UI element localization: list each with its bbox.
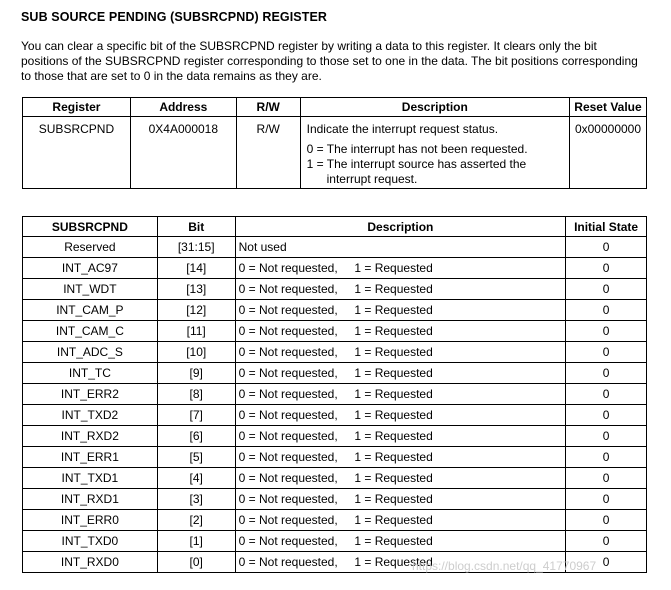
col-description: Description — [300, 98, 569, 117]
table-row — [23, 363, 647, 384]
register-name: SUBSRCPND — [23, 117, 131, 189]
bit-name: INT_ADC_S — [23, 342, 158, 363]
bit-name: INT_RXD1 — [23, 489, 158, 510]
table-row — [23, 489, 647, 510]
table-row — [23, 279, 647, 300]
bit-position: [13] — [157, 279, 235, 300]
table-row — [23, 531, 647, 552]
table-row — [23, 447, 647, 468]
bit-initial-state: 0 — [566, 342, 647, 363]
col-subsrcpnd: SUBSRCPND — [23, 217, 158, 237]
col-address: Address — [130, 98, 236, 117]
register-table-header — [23, 98, 647, 117]
bit-initial-state: 0 — [566, 552, 647, 573]
bit-initial-state: 0 — [566, 489, 647, 510]
bit-position: [31:15] — [157, 237, 235, 258]
bit-position: [7] — [157, 405, 235, 426]
bit-position: [9] — [157, 363, 235, 384]
bit-name: INT_WDT — [23, 279, 158, 300]
bit-initial-state: 0 — [566, 468, 647, 489]
col-initial-state: Initial State — [566, 217, 647, 237]
bit-position: [14] — [157, 258, 235, 279]
table-row — [23, 237, 647, 258]
bit-name: INT_ERR2 — [23, 384, 158, 405]
desc-line-4: interrupt request. — [326, 172, 418, 186]
bit-description: 0 = Not requested, 1 = Requested — [235, 405, 566, 426]
bit-description: 0 = Not requested, 1 = Requested — [235, 489, 566, 510]
bit-initial-state: 0 — [566, 279, 647, 300]
register-table — [22, 97, 647, 189]
bit-name: INT_TXD1 — [23, 468, 158, 489]
table-row — [23, 468, 647, 489]
bit-name: INT_CAM_C — [23, 321, 158, 342]
bit-name: INT_RXD0 — [23, 552, 158, 573]
bit-description: 0 = Not requested, 1 = Requested — [235, 363, 566, 384]
bit-description: 0 = Not requested, 1 = Requested — [235, 447, 566, 468]
register-row — [23, 117, 647, 189]
table-row — [23, 300, 647, 321]
register-address: 0X4A000018 — [130, 117, 236, 189]
col-bit: Bit — [157, 217, 235, 237]
bit-initial-state: 0 — [566, 300, 647, 321]
page-title: SUB SOURCE PENDING (SUBSRCPND) REGISTER — [21, 10, 328, 24]
bit-position: [0] — [157, 552, 235, 573]
bit-name: INT_AC97 — [23, 258, 158, 279]
table-row — [23, 405, 647, 426]
bit-description: 0 = Not requested, 1 = Requested — [235, 384, 566, 405]
col-reset-value: Reset Value — [569, 98, 646, 117]
bit-description: 0 = Not requested, 1 = Requested — [235, 552, 566, 573]
bit-description: 0 = Not requested, 1 = Requested — [235, 300, 566, 321]
bit-initial-state: 0 — [566, 237, 647, 258]
bit-description: 0 = Not requested, 1 = Requested — [235, 531, 566, 552]
bit-description: 0 = Not requested, 1 = Requested — [235, 342, 566, 363]
bit-initial-state: 0 — [566, 531, 647, 552]
table-row — [23, 258, 647, 279]
bit-description: Not used — [235, 237, 566, 258]
desc-line-2: 0 = The interrupt has not been requested. — [306, 142, 528, 156]
bit-description: 0 = Not requested, 1 = Requested — [235, 258, 566, 279]
desc-line-3: 1 = The interrupt source has asserted the — [306, 157, 527, 171]
register-description — [300, 117, 569, 189]
bit-description: 0 = Not requested, 1 = Requested — [235, 468, 566, 489]
bit-position: [8] — [157, 384, 235, 405]
bit-position: [1] — [157, 531, 235, 552]
bit-table-header — [23, 217, 647, 237]
bit-name: INT_RXD2 — [23, 426, 158, 447]
bit-name: Reserved — [23, 237, 158, 258]
table-row — [23, 321, 647, 342]
col-rw: R/W — [236, 98, 300, 117]
bit-position: [10] — [157, 342, 235, 363]
register-reset-value: 0x00000000 — [569, 117, 646, 189]
bit-initial-state: 0 — [566, 447, 647, 468]
bit-position: [6] — [157, 426, 235, 447]
desc-line-1: Indicate the interrupt request status. — [306, 122, 499, 136]
bit-name: INT_ERR0 — [23, 510, 158, 531]
bit-position: [11] — [157, 321, 235, 342]
bit-position: [12] — [157, 300, 235, 321]
bit-description: 0 = Not requested, 1 = Requested — [235, 510, 566, 531]
bit-description: 0 = Not requested, 1 = Requested — [235, 321, 566, 342]
bit-name: INT_TXD2 — [23, 405, 158, 426]
register-rw: R/W — [236, 117, 300, 189]
table-row — [23, 426, 647, 447]
table-row — [23, 342, 647, 363]
col-bit-description: Description — [235, 217, 566, 237]
bit-initial-state: 0 — [566, 363, 647, 384]
bit-position: [3] — [157, 489, 235, 510]
bit-initial-state: 0 — [566, 258, 647, 279]
bit-initial-state: 0 — [566, 510, 647, 531]
bit-initial-state: 0 — [566, 384, 647, 405]
intro-paragraph: You can clear a specific bit of the SUBSRCPND register by writing a data to this register. It clears only the bit positions of the SUBSRCPND register corresponding to those set to one in the data. The bit positions corresponding to those that are set to 0 in the data remains as they are. — [21, 39, 638, 83]
bit-description: 0 = Not requested, 1 = Requested — [235, 279, 566, 300]
bit-position: [2] — [157, 510, 235, 531]
bit-initial-state: 0 — [566, 426, 647, 447]
table-row — [23, 384, 647, 405]
bit-table — [22, 216, 647, 573]
bit-name: INT_TC — [23, 363, 158, 384]
bit-position: [4] — [157, 468, 235, 489]
bit-name: INT_TXD0 — [23, 531, 158, 552]
bit-name: INT_ERR1 — [23, 447, 158, 468]
bit-name: INT_CAM_P — [23, 300, 158, 321]
bit-initial-state: 0 — [566, 405, 647, 426]
col-register: Register — [23, 98, 131, 117]
table-row — [23, 510, 647, 531]
bit-initial-state: 0 — [566, 321, 647, 342]
bit-position: [5] — [157, 447, 235, 468]
bit-description: 0 = Not requested, 1 = Requested — [235, 426, 566, 447]
watermark: https://blog.csdn.net/qq_41770967 — [412, 559, 597, 573]
